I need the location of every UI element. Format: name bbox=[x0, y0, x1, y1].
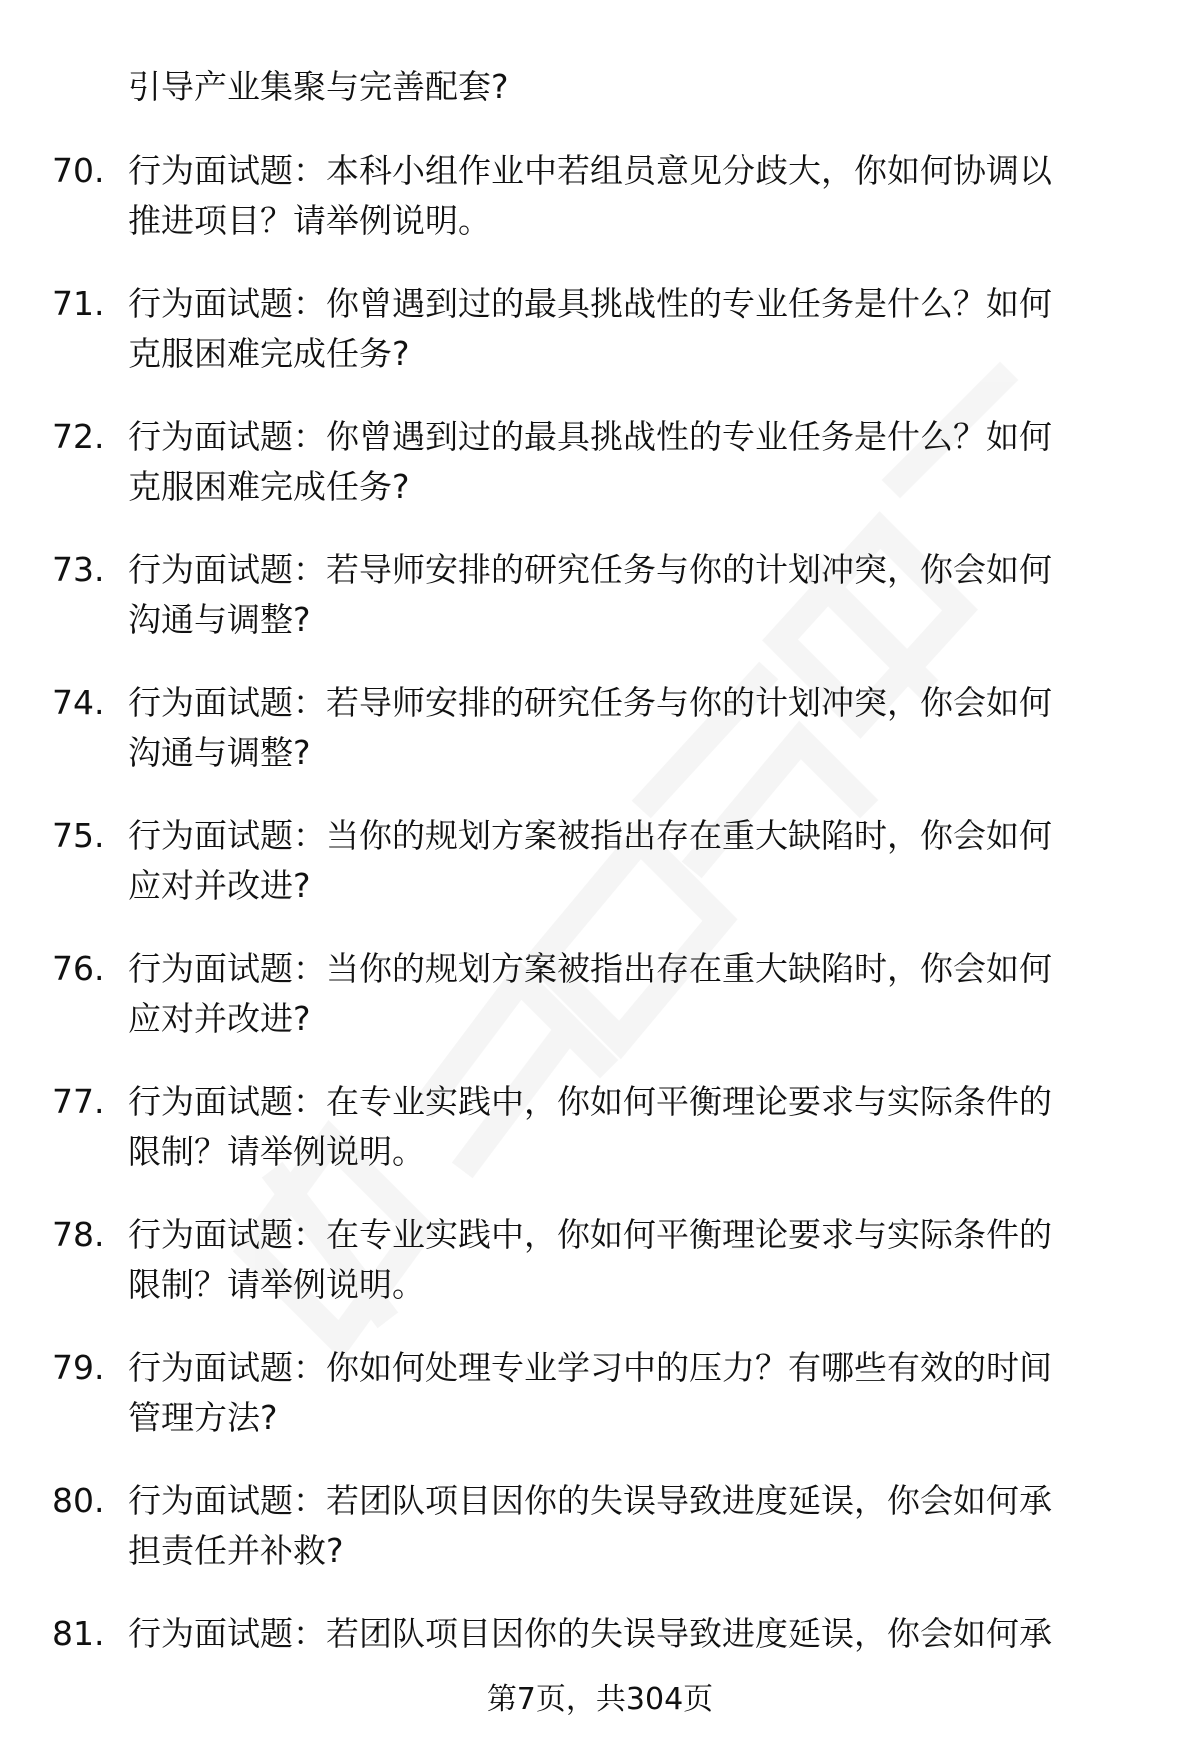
question-text-line: 行为面试题：当你的规划方案被指出存在重大缺陷时，你会如何 bbox=[128, 949, 1052, 988]
question-text bbox=[128, 1609, 1138, 1659]
question-text bbox=[128, 1210, 1138, 1310]
question-text bbox=[128, 1077, 1138, 1177]
question-text-line: 行为面试题：若导师安排的研究任务与你的计划冲突，你会如何 bbox=[128, 683, 1052, 722]
question-number: 72. bbox=[52, 417, 105, 456]
question-text-line: 应对并改进? bbox=[128, 866, 311, 905]
question-text bbox=[128, 1476, 1138, 1576]
question-text bbox=[128, 1343, 1138, 1443]
list-item bbox=[0, 1476, 1200, 1609]
question-number: 75. bbox=[52, 816, 105, 855]
question-number: 74. bbox=[52, 683, 105, 722]
question-number: 71. bbox=[52, 284, 105, 323]
question-text-line: 应对并改进? bbox=[128, 999, 311, 1038]
question-text-line: 限制？请举例说明。 bbox=[128, 1265, 425, 1304]
question-number: 78. bbox=[52, 1215, 105, 1254]
question-text-line: 行为面试题：在专业实践中，你如何平衡理论要求与实际条件的 bbox=[128, 1082, 1052, 1121]
question-number: 73. bbox=[52, 550, 105, 589]
question-number: 77. bbox=[52, 1082, 105, 1121]
question-list bbox=[0, 146, 1200, 1742]
question-text-line: 行为面试题：若导师安排的研究任务与你的计划冲突，你会如何 bbox=[128, 550, 1052, 589]
question-text bbox=[128, 412, 1138, 512]
question-text-line: 行为面试题：本科小组作业中若组员意见分歧大，你如何协调以 bbox=[128, 151, 1052, 190]
question-text bbox=[128, 944, 1138, 1044]
question-text bbox=[128, 545, 1138, 645]
list-item bbox=[0, 146, 1200, 279]
list-item bbox=[0, 1609, 1200, 1742]
question-number: 76. bbox=[52, 949, 105, 988]
question-text-line: 克服困难完成任务? bbox=[128, 467, 410, 506]
question-text-line: 管理方法? bbox=[128, 1398, 278, 1437]
question-text bbox=[128, 279, 1138, 379]
question-text-line: 克服困难完成任务? bbox=[128, 334, 410, 373]
list-item bbox=[0, 545, 1200, 678]
list-item bbox=[0, 1343, 1200, 1476]
question-number: 79. bbox=[52, 1348, 105, 1387]
question-number: 80. bbox=[52, 1481, 105, 1520]
list-item bbox=[0, 1077, 1200, 1210]
question-number: 70. bbox=[52, 151, 105, 190]
list-item bbox=[0, 412, 1200, 545]
question-text bbox=[128, 146, 1138, 246]
list-item bbox=[0, 279, 1200, 412]
question-text-line: 行为面试题：在专业实践中，你如何平衡理论要求与实际条件的 bbox=[128, 1215, 1052, 1254]
list-item bbox=[0, 1210, 1200, 1343]
question-text bbox=[128, 811, 1138, 911]
list-item bbox=[0, 678, 1200, 811]
question-text-line: 行为面试题：你曾遇到过的最具挑战性的专业任务是什么？如何 bbox=[128, 417, 1052, 456]
list-item bbox=[0, 944, 1200, 1077]
question-text-line: 沟通与调整? bbox=[128, 733, 311, 772]
list-item bbox=[0, 811, 1200, 944]
question-text-line: 推进项目？请举例说明。 bbox=[128, 201, 491, 240]
question-text-line: 行为面试题：当你的规划方案被指出存在重大缺陷时，你会如何 bbox=[128, 816, 1052, 855]
question-text-line: 限制？请举例说明。 bbox=[128, 1132, 425, 1171]
question-text bbox=[128, 678, 1138, 778]
question-text-line: 沟通与调整? bbox=[128, 600, 311, 639]
question-text-line: 行为面试题：若团队项目因你的失误导致进度延误，你会如何承 bbox=[128, 1614, 1052, 1653]
question-text-line: 行为面试题：若团队项目因你的失误导致进度延误，你会如何承 bbox=[128, 1481, 1052, 1520]
question-text-line: 行为面试题：你如何处理专业学习中的压力？有哪些有效的时间 bbox=[128, 1348, 1052, 1387]
question-number: 81. bbox=[52, 1614, 105, 1653]
question-text-line: 行为面试题：你曾遇到过的最具挑战性的专业任务是什么？如何 bbox=[128, 284, 1052, 323]
continuation-text: 引导产业集聚与完善配套? bbox=[128, 67, 509, 106]
page-footer: 第7页，共304页 bbox=[486, 1682, 714, 1717]
question-text-line: 担责任并补救? bbox=[128, 1531, 344, 1570]
